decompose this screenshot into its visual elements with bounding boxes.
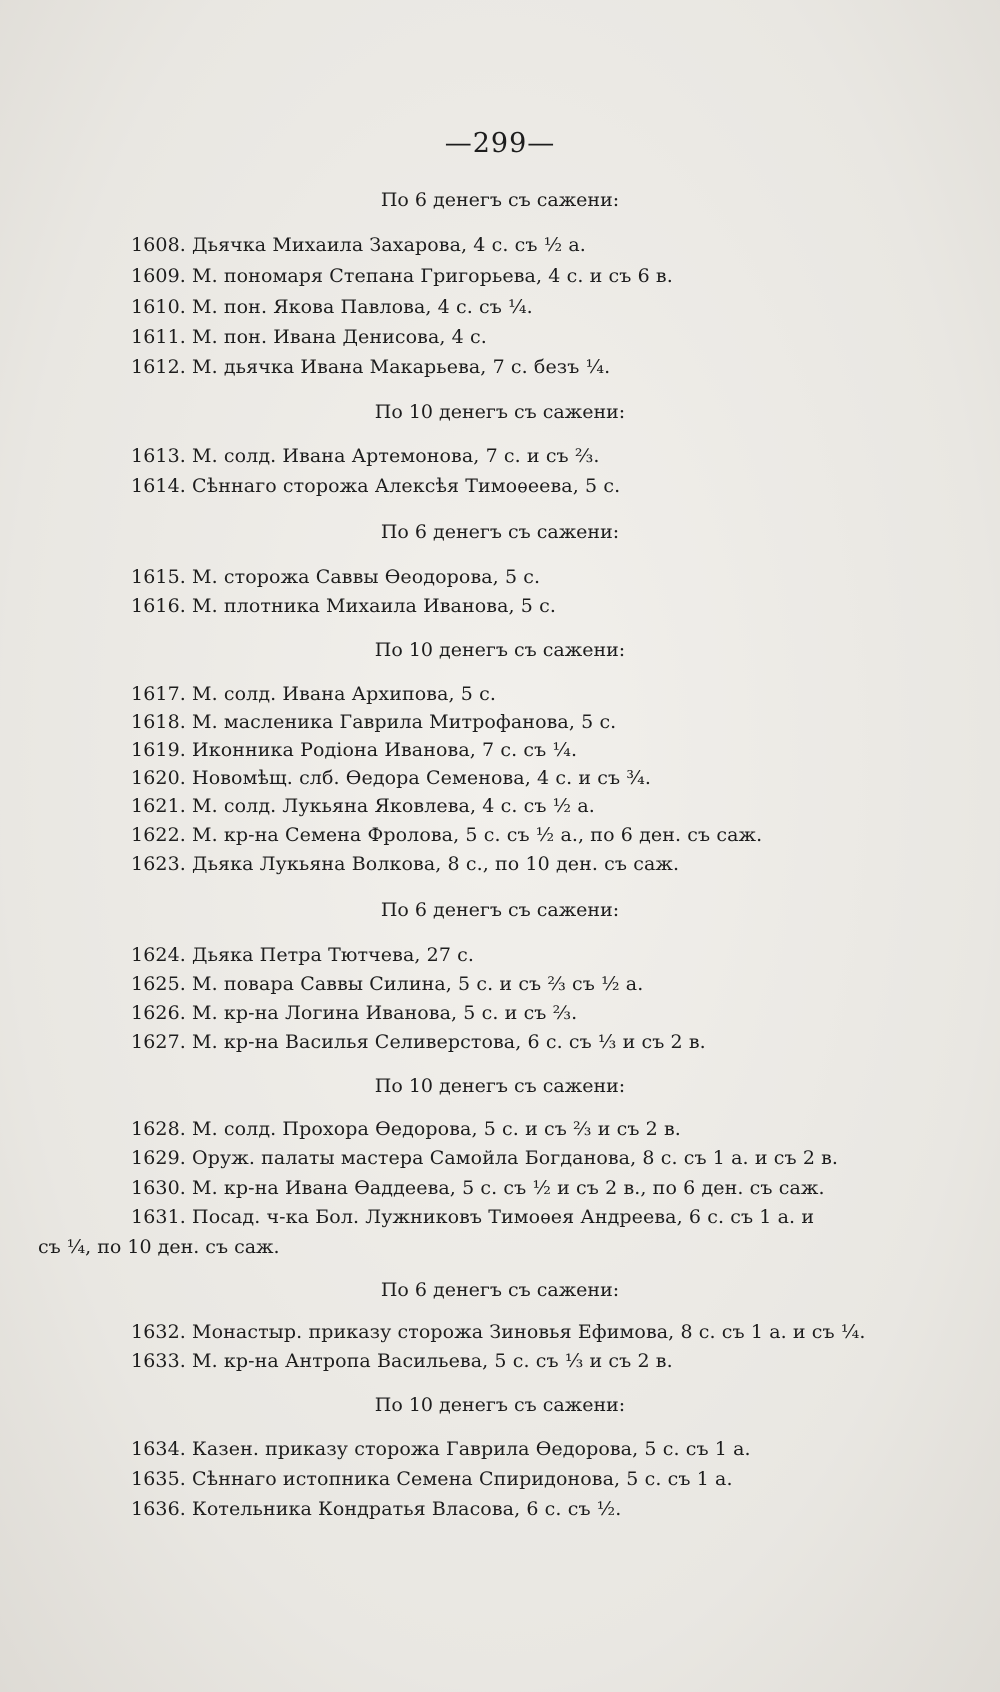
entry-number: 1626. — [131, 1002, 186, 1024]
entry-text: Дьячка Михаила Захарова, 4 с. съ ½ а. — [192, 234, 586, 256]
entry-number: 1608. — [131, 234, 186, 256]
entry-text: М. масленика Гаврила Митрофанова, 5 с. — [192, 711, 617, 733]
list-item — [131, 594, 556, 618]
entry-text: Дьяка Лукьяна Волкова, 8 с., по 10 ден. съ саж. — [192, 853, 680, 875]
entry-number: 1610. — [131, 296, 186, 318]
list-item — [131, 1497, 621, 1521]
list-item — [131, 852, 679, 876]
section-heading: По 6 денегъ съ сажени: — [380, 521, 620, 543]
list-item — [131, 325, 487, 349]
entry-text: М. кр-на Ивана Ѳаддеева, 5 с. съ ½ и съ 2 в., по 6 ден. съ саж. — [192, 1177, 825, 1199]
list-item — [131, 1117, 681, 1141]
entry-text: Монастыр. приказу сторожа Зиновья Ефимова, 8 с. съ 1 а. и съ ¼. — [192, 1321, 866, 1343]
entry-text: Иконника Родіона Иванова, 7 с. съ ¼. — [192, 739, 578, 761]
entry-number: 1635. — [131, 1468, 186, 1490]
entry-text: М. пономаря Степана Григорьева, 4 с. и съ 6 в. — [192, 265, 673, 287]
entry-number: 1623. — [131, 853, 186, 875]
entry-number: 1632. — [131, 1321, 186, 1343]
section-heading: По 10 денегъ съ сажени: — [374, 639, 626, 661]
entry-text: Дьяка Петра Тютчева, 27 с. — [192, 944, 475, 966]
entry-number: 1634. — [131, 1438, 186, 1460]
entry-text: М. кр-на Василья Селиверстова, 6 с. съ ⅓ и съ 2 в. — [192, 1031, 706, 1053]
entry-text: Казен. приказу сторожа Гаврила Ѳедорова, 5 с. съ 1 а. — [192, 1438, 751, 1460]
list-item — [131, 823, 762, 847]
list-item — [131, 1467, 733, 1491]
list-item — [131, 943, 474, 967]
entry-text: М. плотника Михаила Иванова, 5 с. — [192, 595, 557, 617]
section-heading: По 6 денегъ съ сажени: — [380, 189, 620, 211]
list-item — [131, 444, 600, 468]
entry-number: 1624. — [131, 944, 186, 966]
entry-number: 1622. — [131, 824, 186, 846]
section-heading: По 10 денегъ съ сажени: — [374, 1075, 626, 1097]
list-item — [131, 1349, 673, 1373]
entry-number: 1625. — [131, 973, 186, 995]
list-item — [131, 295, 533, 319]
entry-continuation: съ ¼, по 10 ден. съ саж. — [38, 1236, 280, 1258]
entry-number: 1615. — [131, 566, 186, 588]
list-item — [131, 1320, 866, 1344]
list-item — [131, 794, 595, 818]
entry-text: М. пон. Ивана Денисова, 4 с. — [192, 326, 487, 348]
entry-number: 1617. — [131, 683, 186, 705]
list-item — [131, 474, 620, 498]
entry-number: 1631. — [131, 1206, 186, 1228]
list-item — [131, 264, 673, 288]
entry-number: 1636. — [131, 1498, 186, 1520]
list-item — [131, 1176, 825, 1200]
entry-number: 1609. — [131, 265, 186, 287]
list-item — [131, 565, 540, 589]
entry-number: 1628. — [131, 1118, 186, 1140]
section-heading: По 6 денегъ съ сажени: — [380, 1279, 620, 1301]
entry-number: 1618. — [131, 711, 186, 733]
list-item — [131, 972, 643, 996]
entry-text: М. кр-на Семена Фролова, 5 с. съ ½ а., по 6 ден. съ саж. — [192, 824, 763, 846]
entry-text: М. солд. Ивана Архипова, 5 с. — [192, 683, 496, 705]
list-item — [131, 1001, 577, 1025]
entry-text: М. дьячка Ивана Макарьева, 7 с. безъ ¼. — [192, 356, 611, 378]
list-item — [131, 1437, 751, 1461]
entry-text: М. солд. Прохора Ѳедорова, 5 с. и съ ⅔ и съ 2 в. — [192, 1118, 681, 1140]
list-item — [131, 1146, 838, 1170]
list-item — [131, 738, 577, 762]
entry-text: Сѣннаго сторожа Алексѣя Тимоѳеева, 5 с. — [192, 475, 621, 497]
entry-text: М. пон. Якова Павлова, 4 с. съ ¼. — [192, 296, 533, 318]
entry-number: 1627. — [131, 1031, 186, 1053]
section-heading: По 10 денегъ съ сажени: — [374, 401, 626, 423]
entry-number: 1613. — [131, 445, 186, 467]
list-item — [131, 233, 586, 257]
entry-text: М. повара Саввы Силина, 5 с. и съ ⅔ съ ½ а. — [192, 973, 644, 995]
entry-text: Котельника Кондратья Власова, 6 с. съ ½. — [192, 1498, 622, 1520]
entry-number: 1611. — [131, 326, 186, 348]
entry-number: 1612. — [131, 356, 186, 378]
entry-text: М. сторожа Саввы Ѳеодорова, 5 с. — [192, 566, 541, 588]
entry-text: М. кр-на Антропа Васильева, 5 с. съ ⅓ и съ 2 в. — [192, 1350, 673, 1372]
entry-text: Сѣннаго истопника Семена Спиридонова, 5 с. съ 1 а. — [192, 1468, 733, 1490]
entry-number: 1630. — [131, 1177, 186, 1199]
entry-number: 1621. — [131, 795, 186, 817]
list-item — [131, 1205, 814, 1229]
section-heading: По 10 денегъ съ сажени: — [374, 1394, 626, 1416]
entry-text: М. солд. Ивана Артемонова, 7 с. и съ ⅔. — [192, 445, 600, 467]
list-item — [131, 355, 610, 379]
section-heading: По 6 денегъ съ сажени: — [380, 899, 620, 921]
entry-number: 1629. — [131, 1147, 186, 1169]
entry-text: Оруж. палаты мастера Самойла Богданова, 8 с. съ 1 а. и съ 2 в. — [192, 1147, 839, 1169]
entry-text: М. солд. Лукьяна Яковлева, 4 с. съ ½ а. — [192, 795, 595, 817]
list-item — [131, 766, 651, 790]
list-item — [131, 682, 496, 706]
entry-number: 1614. — [131, 475, 186, 497]
entry-number: 1620. — [131, 767, 186, 789]
entry-number: 1616. — [131, 595, 186, 617]
entry-number: 1633. — [131, 1350, 186, 1372]
entry-number: 1619. — [131, 739, 186, 761]
list-item — [131, 1030, 706, 1054]
entry-text: Посад. ч-ка Бол. Лужниковъ Тимоѳея Андреева, 6 с. съ 1 а. и — [192, 1206, 815, 1228]
list-item — [131, 710, 616, 734]
page-number: —299— — [444, 128, 556, 159]
entry-text: Новомѣщ. слб. Ѳедора Семенова, 4 с. и съ ¾. — [192, 767, 651, 789]
entry-text: М. кр-на Логина Иванова, 5 с. и съ ⅔. — [192, 1002, 578, 1024]
